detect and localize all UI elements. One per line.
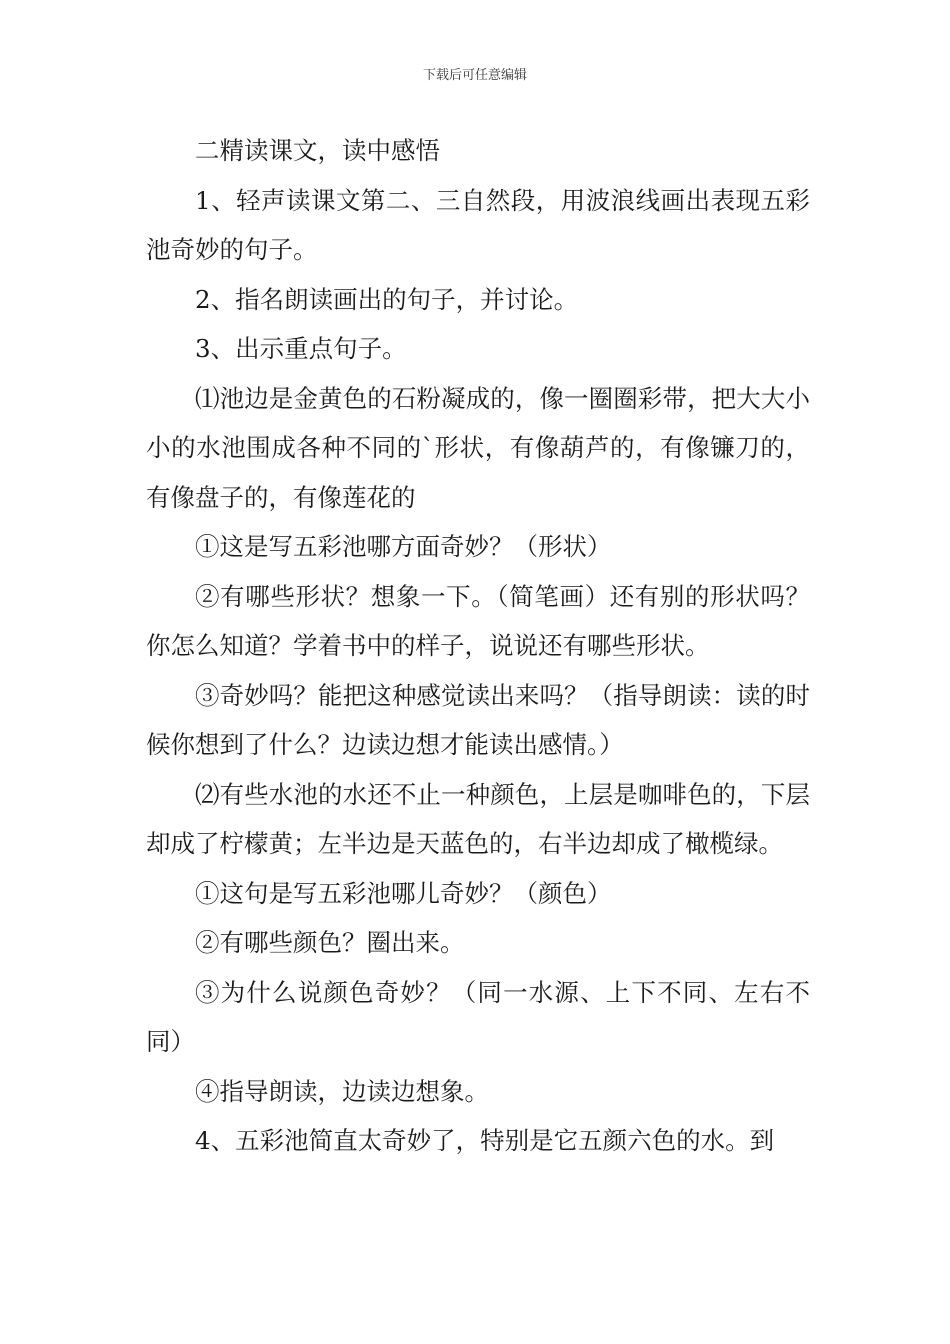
paragraph: ④指导朗读，边读边想象。 [195, 1076, 489, 1106]
paragraph: ②有哪些形状？想象一下。（简笔画）还有别的形状吗？你怎么知道？学着书中的样子，说说还有哪些形状。 [146, 581, 810, 660]
paragraph: ①这是写五彩池哪方面奇妙？（形状） [195, 532, 612, 561]
paragraph: ①这句是写五彩池哪儿奇妙？（颜色） [195, 878, 612, 908]
paragraph: ③奇妙吗？能把这种感觉读出来吗？（指导朗读：读的时候你想到了什么？边读边想才能读出感情。） [146, 680, 810, 759]
paragraph: 2、指名朗读画出的句子，并讨论。 [195, 284, 579, 314]
paragraph: 3、出示重点句子。 [195, 334, 407, 363]
paragraph: ③为什么说颜色奇妙？（同一水源、上下不同、左右不同） [146, 977, 810, 1056]
page-header: 下载后可任意编辑 [422, 68, 527, 83]
paragraph: 二精读课文，读中感悟 [195, 136, 440, 165]
paragraph: 1、轻声读课文第二、三自然段，用波浪线画出表现五彩池奇妙的句子。 [146, 185, 810, 264]
paragraph: ⑵有些水池的水还不止一种颜色，上层是咖啡色的，下层却成了柠檬黄；左半边是天蓝色的，右半边却成了橄榄绿。 [146, 779, 810, 858]
document-body [146, 126, 810, 1166]
paragraph: 4、五彩池简直太奇妙了，特别是它五颜六色的水。到 [195, 1126, 775, 1155]
paragraph: ⑴池边是金黄色的石粉凝成的，像一圈圈彩带，把大大小小的水池围成各种不同的`形状，有像葫芦的，有像镰刀的，有像盘子的，有像莲花的 [146, 383, 810, 512]
paragraph: ②有哪些颜色？圈出来。 [195, 928, 465, 957]
